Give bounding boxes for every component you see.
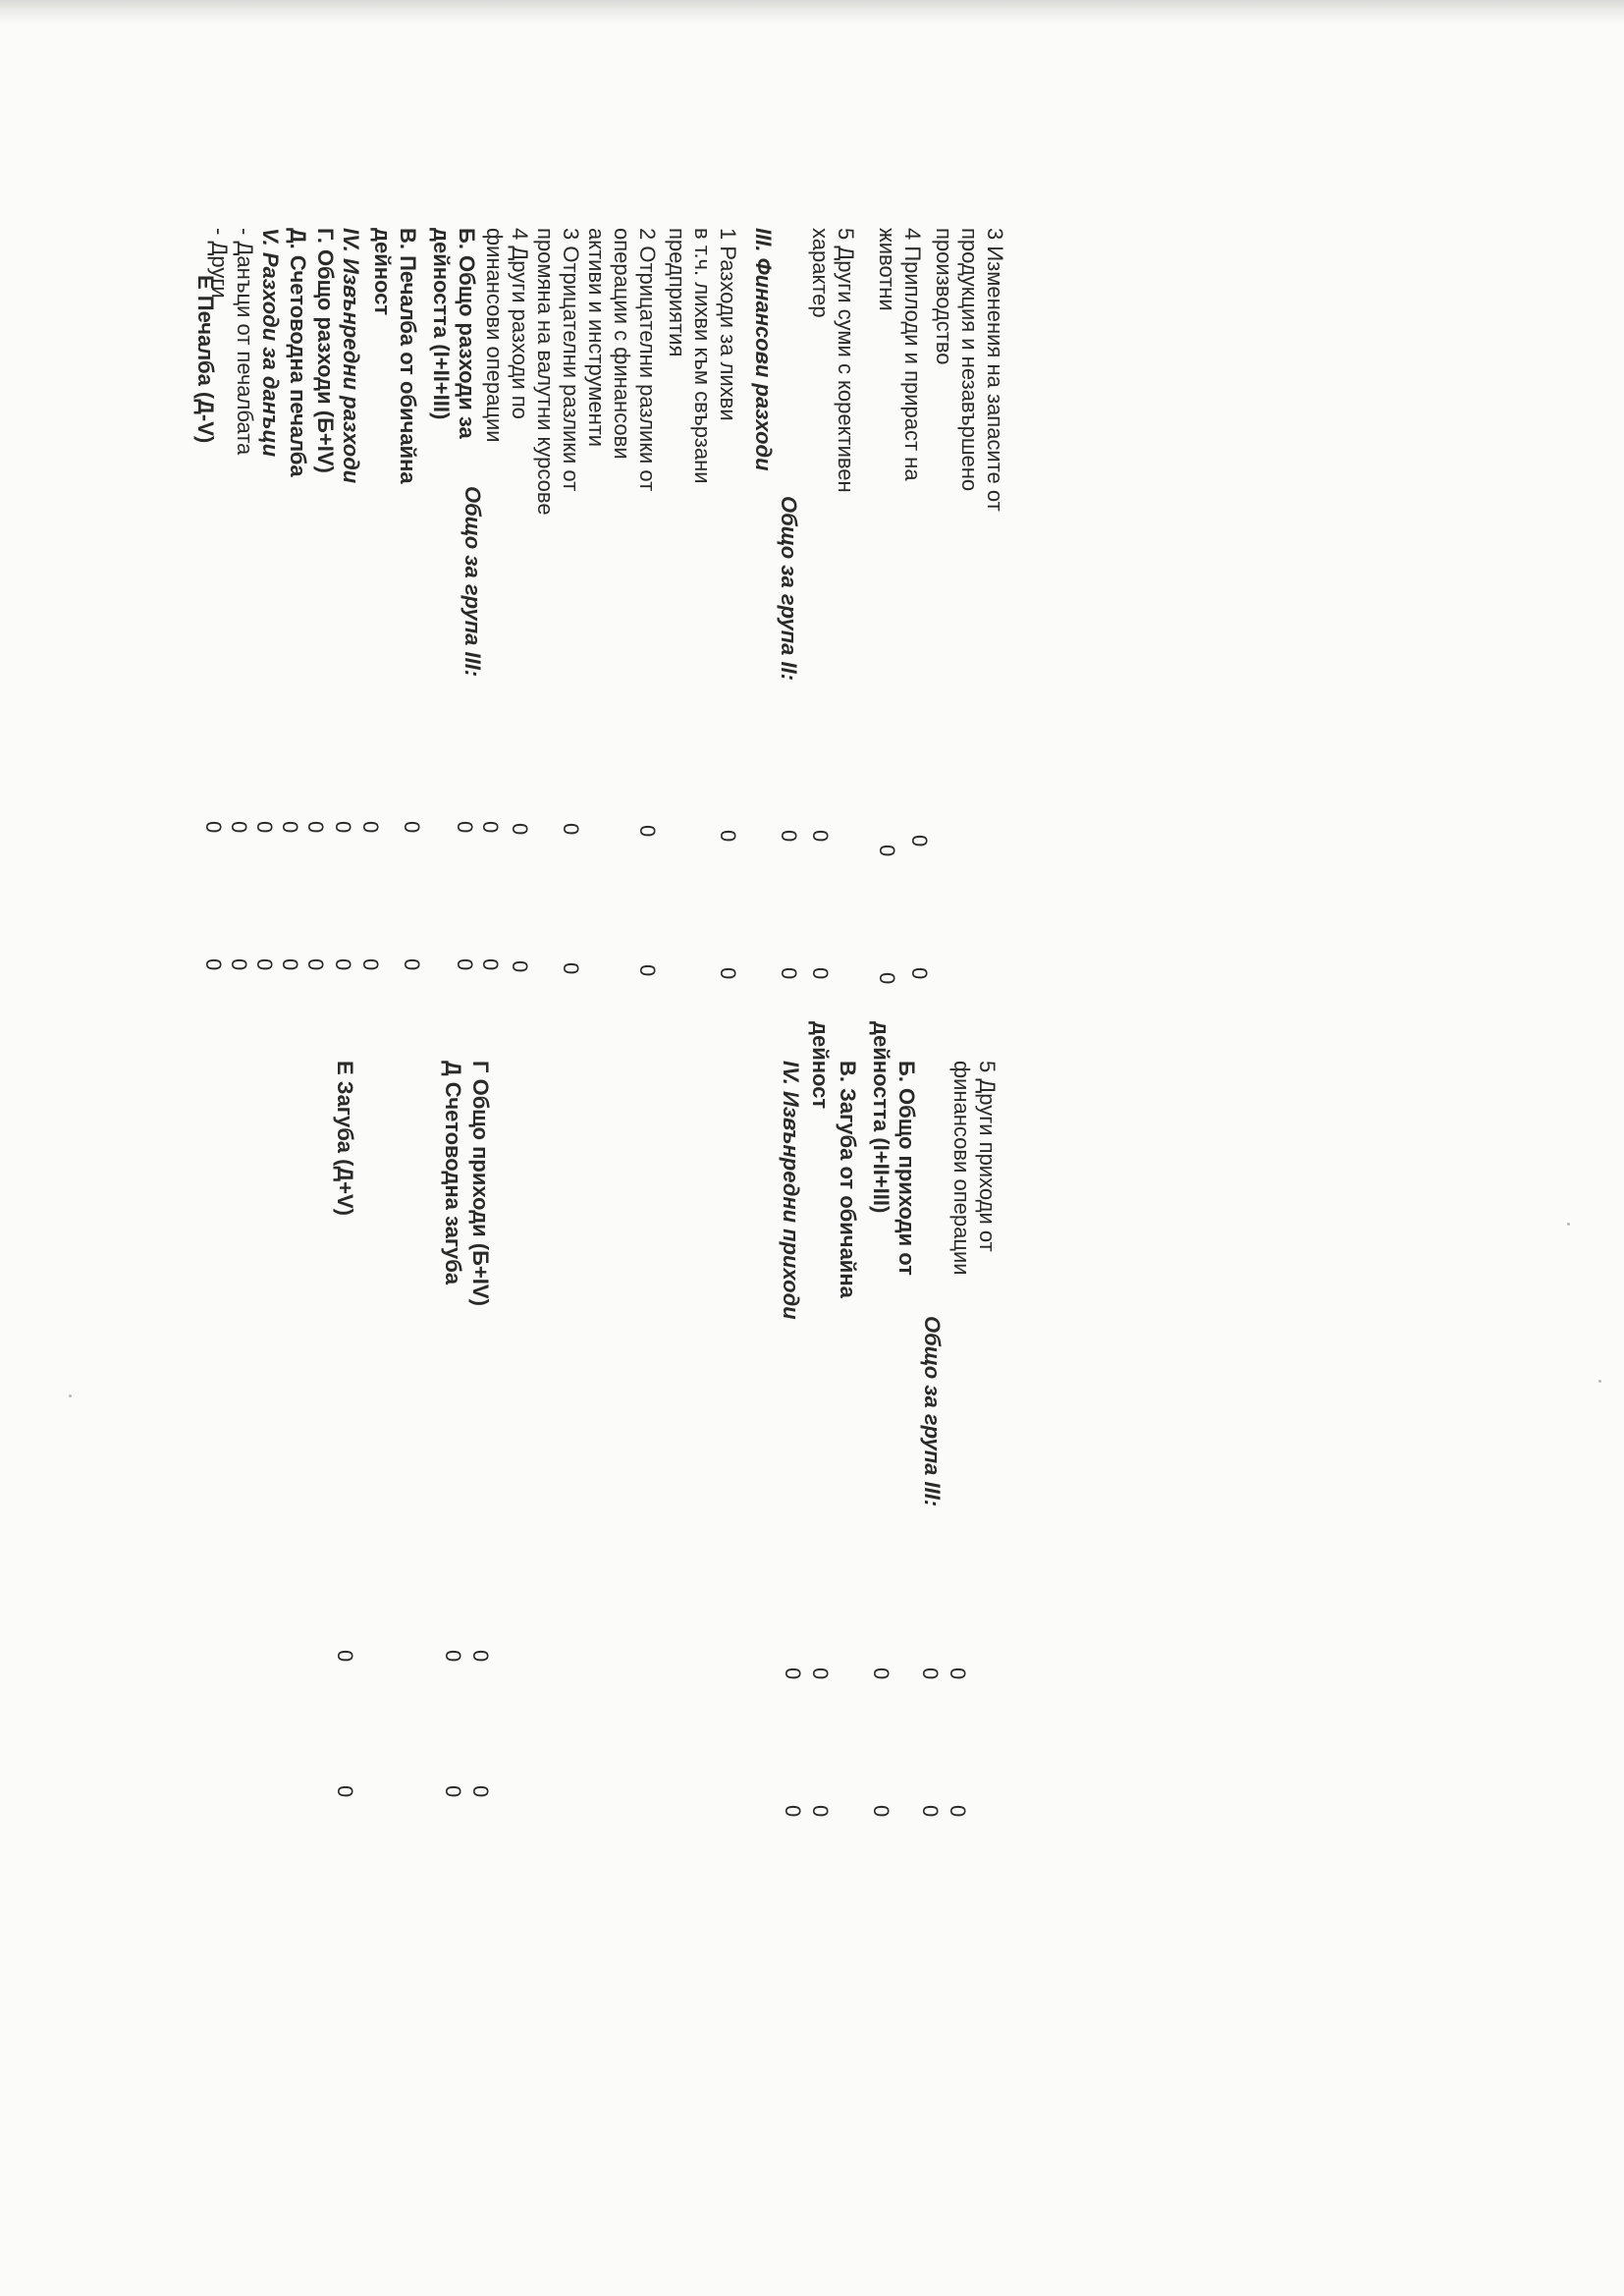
expense-value-current: 0 [777, 830, 801, 843]
expense-label-line: 2 Отрицателни разлики от [635, 228, 660, 492]
expense-label-line: производство [932, 228, 956, 365]
income-value-current: 0 [918, 1667, 943, 1680]
expense-label-line: IV. Извънредни разходи [339, 228, 363, 484]
expense-subtotal-label: Общо за група III: [460, 486, 485, 678]
expense-value-current: 0 [358, 821, 383, 834]
expense-value-previous: 0 [478, 958, 503, 971]
expense-value-previous: 0 [227, 958, 251, 971]
income-value-previous: 0 [468, 1785, 493, 1798]
income-subtotal-label: Общо за група III: [920, 1316, 945, 1507]
expense-value-current: 0 [278, 821, 302, 834]
expense-label-line: операции с финансови [610, 228, 634, 460]
income-value-previous: 0 [869, 1805, 893, 1818]
income-label-line: 5 Други приходи от [975, 1061, 1000, 1252]
expense-label-line: финансови операции [482, 228, 507, 443]
expense-value-current: 0 [453, 821, 477, 834]
income-label-line: финансови операции [949, 1061, 974, 1276]
income-value-current: 0 [808, 1667, 833, 1680]
expense-subtotal-label: Общо за група II: [777, 496, 801, 682]
expense-label-line: V. Разходи за данъци [258, 228, 283, 458]
expense-label-line: продукция и незавършено [957, 228, 982, 492]
income-label-line: IV. Извънредни приходи [779, 1061, 803, 1320]
expense-value-previous: 0 [635, 964, 660, 977]
income-value-previous: 0 [441, 1785, 465, 1798]
expense-value-previous: 0 [400, 958, 424, 971]
expense-label-line: характер [808, 228, 833, 318]
expense-value-current: 0 [635, 825, 660, 838]
income-label-line: Б. Общо приходи от [894, 1061, 919, 1276]
expense-label-line: - Други [207, 228, 232, 299]
expense-value-previous: 0 [252, 958, 277, 971]
expense-value-previous: 0 [777, 967, 801, 980]
income-label-line: Д Счетоводна загуба [441, 1061, 465, 1285]
expense-label-line: животни [875, 228, 899, 311]
expense-value-previous: 0 [875, 972, 899, 985]
expense-label-line: 4 Други разходи по [508, 228, 532, 419]
income-label-line: Г Общо приходи (Б+IV) [468, 1061, 493, 1306]
expense-value-current: 0 [478, 821, 503, 834]
expense-label-line: 3 Отрицателни разлики от [559, 228, 583, 492]
expense-label-line: Г. Общо разходи (Б+IV) [313, 228, 338, 473]
income-value-current: 0 [468, 1650, 493, 1663]
expense-value-previous: 0 [453, 958, 477, 971]
income-label-line: Е Загуба (Д+V) [333, 1061, 357, 1216]
expense-value-previous: 0 [278, 958, 302, 971]
expense-label-line: Е Печалба (Д-V) [193, 275, 218, 444]
expense-label-line: предприятия [665, 228, 689, 357]
expense-value-current: 0 [907, 835, 932, 847]
income-label-line: В. Загуба от обичайна [836, 1061, 860, 1298]
expense-section-label: III. Финансови разходи [751, 228, 776, 471]
expense-label-line: 3 Изменения на запасите от [983, 228, 1007, 512]
expense-label-line: Д. Счетоводна печалба [286, 228, 310, 477]
expense-value-previous: 0 [559, 962, 583, 975]
income-value-previous: 0 [333, 1785, 357, 1798]
expense-value-current: 0 [252, 821, 277, 834]
income-value-previous: 0 [781, 1805, 805, 1818]
income-value-previous: 0 [808, 1805, 833, 1818]
income-value-current: 0 [781, 1667, 805, 1680]
expense-label-line: Б. Общо разходи за [455, 228, 479, 439]
income-label-line: дейност [808, 1021, 833, 1110]
income-value-current: 0 [869, 1667, 893, 1680]
expense-value-current: 0 [508, 823, 532, 836]
expense-label-line: в т.ч. лихви към свързани [690, 228, 715, 484]
expense-label-line: 4 Приплоди и прираст на [900, 228, 925, 481]
expense-value-current: 0 [227, 821, 251, 834]
expense-value-previous: 0 [303, 958, 328, 971]
expense-value-current: 0 [559, 823, 583, 836]
expense-label-line: В. Печалба от обичайна [396, 228, 420, 484]
expense-value-previous: 0 [358, 958, 383, 971]
expense-value-previous: 0 [808, 967, 833, 980]
expense-value-previous: 0 [331, 958, 355, 971]
expense-value-previous: 0 [201, 958, 226, 971]
expense-label-line: промяна на валутни курсове [533, 228, 558, 516]
expense-value-previous: 0 [508, 960, 532, 973]
expense-value-current: 0 [201, 821, 226, 834]
income-label-line: дейността (I+II+III) [869, 1021, 893, 1214]
expense-label-line: - Данъци от печалбата [233, 228, 257, 456]
expense-label-line: активи и инструменти [584, 228, 609, 448]
expense-value-current: 0 [875, 845, 899, 857]
expense-value-previous: 0 [907, 967, 932, 980]
expense-label-line: 1 Разходи за лихви [716, 228, 740, 421]
expense-value-current: 0 [716, 830, 740, 843]
expense-value-current: 0 [331, 821, 355, 834]
income-value-previous: 0 [946, 1805, 970, 1818]
expense-value-previous: 0 [716, 967, 740, 980]
expense-label-line: дейността (I+II+III) [429, 228, 454, 420]
income-value-current: 0 [946, 1667, 970, 1680]
expense-value-current: 0 [808, 830, 833, 843]
expense-value-current: 0 [303, 821, 328, 834]
income-value-current: 0 [333, 1650, 357, 1663]
income-value-current: 0 [441, 1650, 465, 1663]
expense-label-line: 5 Други суми с коректи​вен [834, 228, 858, 493]
expense-label-line: дейност [370, 228, 395, 316]
income-value-previous: 0 [918, 1805, 943, 1818]
expense-value-current: 0 [400, 821, 424, 834]
